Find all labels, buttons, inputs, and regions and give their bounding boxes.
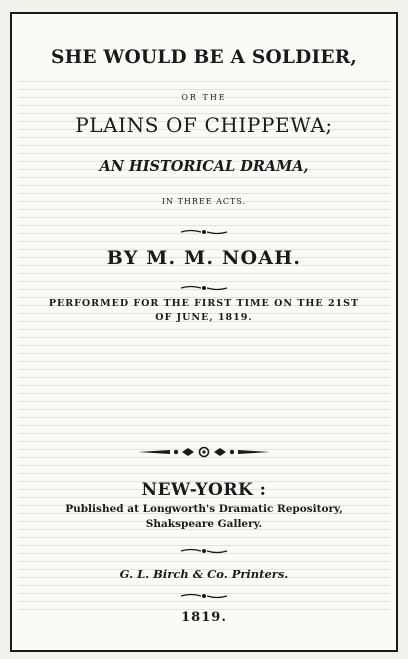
publisher-line-2: Shakspeare Gallery. — [145, 518, 263, 530]
play-title: SHE WOULD BE A SOLDIER, — [50, 47, 358, 68]
small-rule-ornament-icon — [12, 547, 396, 555]
floral-dingbat-rule-icon — [12, 445, 396, 459]
acts-line: IN THREE ACTS. — [161, 197, 247, 206]
publication-year: 1819. — [181, 610, 227, 625]
performance-line-1: PERFORMED FOR THE FIRST TIME ON THE 21ST — [48, 298, 360, 309]
small-rule-ornament-icon — [12, 592, 396, 600]
small-rule-ornament-icon — [12, 284, 396, 292]
title-page — [10, 12, 398, 652]
printers-line: G. L. Birch & Co. Printers. — [119, 567, 289, 581]
genre-line: AN HISTORICAL DRAMA, — [99, 158, 309, 175]
play-subtitle: PLAINS OF CHIPPEWA; — [75, 113, 333, 137]
performance-line-2: OF JUNE, 1819. — [155, 312, 253, 323]
or-the-connector: OR THE — [181, 93, 227, 102]
small-rule-ornament-icon — [12, 228, 396, 236]
publisher-line-1: Published at Longworth's Dramatic Repository, — [65, 503, 343, 515]
author-line: BY M. M. NOAH. — [106, 247, 302, 269]
imprint-city: NEW-YORK : — [141, 480, 267, 500]
